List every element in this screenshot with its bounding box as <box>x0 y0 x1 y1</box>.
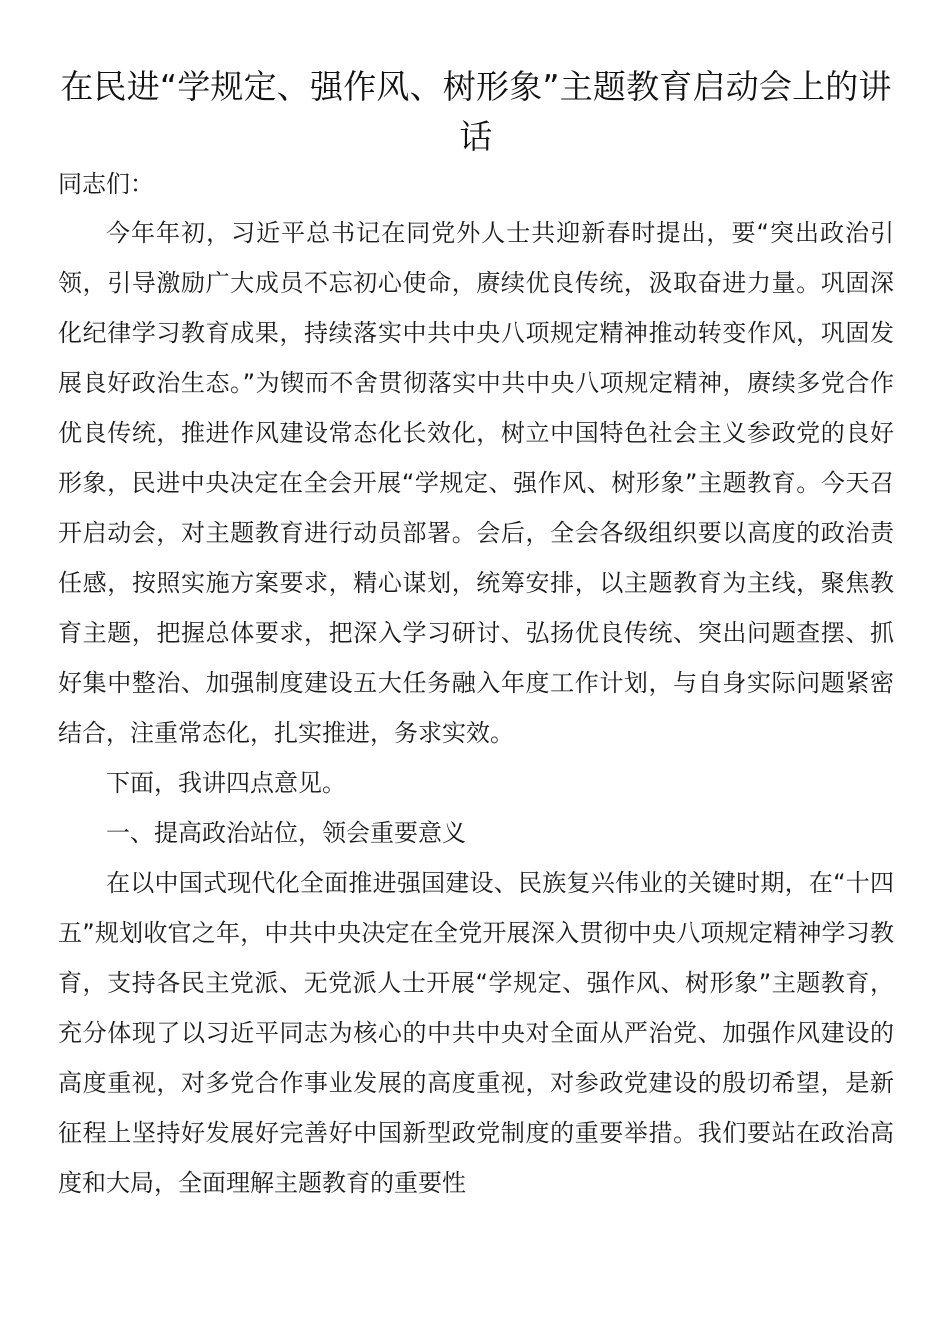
paragraph-opening: 今年年初，习近平总书记在同党外人士共迎新春时提出，要“突出政治引领，引导激励广大成员不忘初心使命，赓续优良传统，汲取奋进力量。巩固深化纪律学习教育成果，持续落实中共中央八项规定精神推动转变作风，巩固发展良好政治生态。”为锲而不舍贯彻落实中共中央八项规定精神，赓续多党合作优良传统，推进作风建设常态化长效化，树立中国特色社会主义参政党的良好形象，民进中央决定在全会开展“学规定、强作风、树形象”主题教育。今天召开启动会，对主题教育进行动员部署。会后，全会各级组织要以高度的政治责任感，按照实施方案要求，精心谋划，统筹安排，以主题教育为主线，聚焦教育主题，把握总体要求，把深入学习研讨、弘扬优良传统、突出问题查摆、抓好集中整治、加强制度建设五大任务融入年度工作计划，与自身实际问题紧密结合，注重常态化，扎实推进，务求实效。 <box>58 219 894 747</box>
greeting: 同志们： <box>58 170 154 198</box>
document-title: 在民进“学规定、强作风、树形象”主题教育启动会上的讲话 <box>60 67 892 156</box>
paragraph-outline: 下面，我讲四点意见。 <box>106 769 346 797</box>
document-page <box>58 62 894 1208</box>
section-heading-1: 一、提高政治站位，领会重要意义 <box>106 819 466 847</box>
paragraph-section-1: 在以中国式现代化全面推进强国建设、民族复兴伟业的关键时期，在“十四五”规划收官之年，中共中央决定在全党开展深入贯彻中央八项规定精神学习教育，支持各民主党派、无党派人士开展“学规定、强作风、树形象”主题教育，充分体现了以习近平同志为核心的中共中央对全面从严治党、加强作风建设的高度重视，对多党合作事业发展的高度重视，对参政党建设的殷切希望，是新征程上坚持好发展好完善好中国新型政党制度的重要举措。我们要站在政治高度和大局，全面理解主题教育的重要性 <box>58 869 894 1197</box>
